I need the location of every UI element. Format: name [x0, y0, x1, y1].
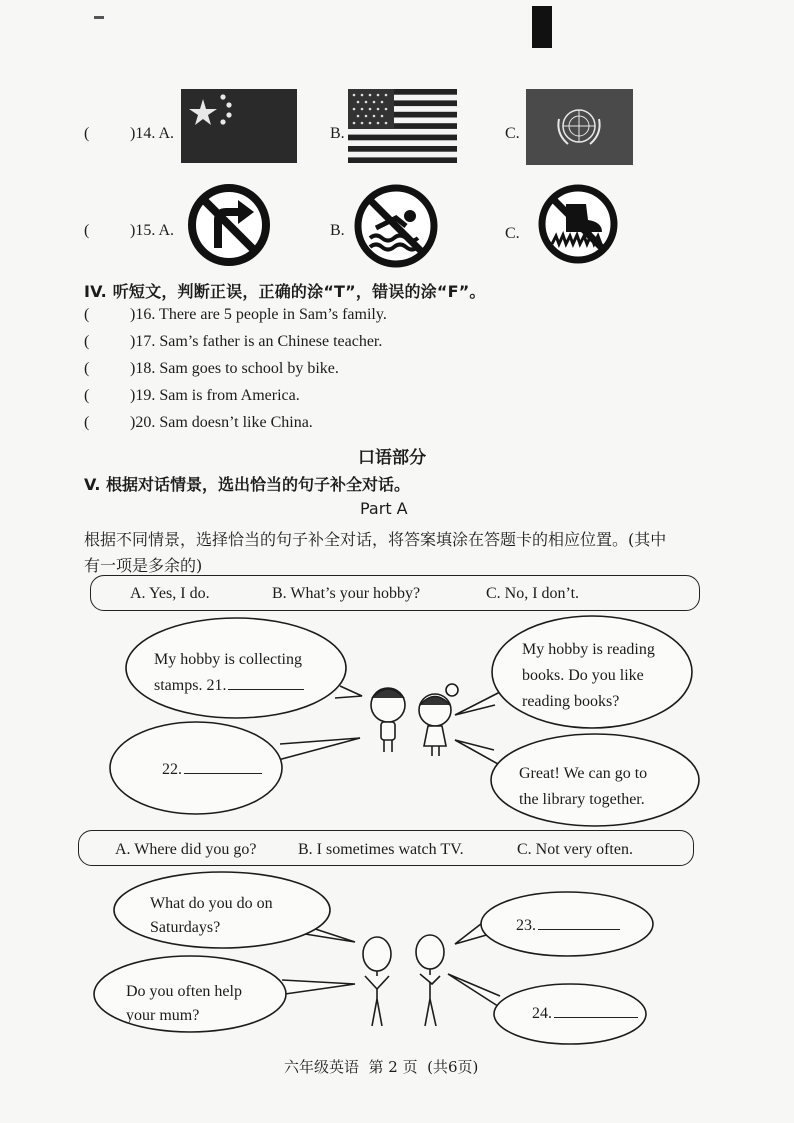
blank-21-label: stamps. 21. [154, 677, 227, 694]
girl-figure-2 [363, 937, 391, 1026]
scan-dash-mark [94, 16, 104, 19]
scene1-left-top-line2 [154, 674, 304, 698]
q19-paren: ( [84, 387, 90, 404]
q15-option-c: C. [505, 225, 520, 242]
section4-heading: IV. 听短文，判断正误，正确的涂“T”，错误的涂“F”。 [84, 282, 486, 301]
section5-heading: V. 根据对话情景，选出恰当的句子补全对话。 [84, 475, 410, 494]
q14-option-c: C. [505, 125, 520, 142]
no-right-turn-sign [186, 182, 272, 268]
box2-option-a: A. Where did you go? [115, 841, 257, 858]
usa-flag-image [348, 89, 457, 163]
un-flag-image [526, 89, 633, 165]
blank-23-line [538, 928, 620, 930]
q14-option-b: B. [330, 125, 345, 142]
girl-figure-1 [419, 684, 458, 756]
instruction-line-2: 有一项是多余的) [84, 556, 203, 575]
blank-22-line [184, 772, 262, 774]
scene2-left-top-line1: What do you do on [150, 895, 273, 912]
scene1-right-top-line3: reading books? [522, 693, 620, 710]
part-a-title: Part A [360, 499, 408, 518]
scene2-right-top [516, 914, 620, 938]
box1-option-b: B. What’s your hobby? [272, 585, 421, 602]
oral-section-title: 口语部分 [358, 448, 426, 468]
blank-21-line [228, 688, 304, 690]
boy-figure-2 [416, 935, 444, 1026]
box2-option-b: B. I sometimes watch TV. [298, 841, 464, 858]
q17-text: )17. Sam’s father is an Chinese teacher. [130, 333, 383, 350]
box2-option-c: C. Not very often. [517, 841, 633, 858]
q19-text: )19. Sam is from America. [130, 387, 300, 404]
q16-paren: ( [84, 306, 90, 323]
q16-text: )16. There are 5 people in Sam’s family. [130, 306, 387, 323]
page-footer: 六年级英语 第 2 页 (共6页) [284, 1058, 479, 1076]
q14-paren: ( [84, 125, 90, 142]
q18-paren: ( [84, 360, 90, 377]
q15-number: )15. A. [130, 222, 174, 239]
q20-text: )20. Sam doesn’t like China. [130, 414, 313, 431]
blank-22-label: 22. [162, 761, 182, 778]
no-swimming-sign [352, 182, 440, 270]
corner-registration-mark [532, 6, 552, 48]
boy-figure-1 [371, 688, 405, 752]
q17-paren: ( [84, 333, 90, 350]
scene2-speech-bubbles [0, 864, 794, 1054]
scene1-right-top-line1: My hobby is reading [522, 641, 655, 658]
box1-option-c: C. No, I don’t. [486, 585, 580, 602]
q14-number: )14. A. [130, 125, 174, 142]
scene1-right-top-line2: books. Do you like [522, 667, 644, 684]
box1-option-a: A. Yes, I do. [130, 585, 210, 602]
blank-23-label: 23. [516, 917, 536, 934]
scene1-right-bottom-line1: Great! We can go to [519, 765, 648, 782]
scene2-left-top-line2: Saturdays? [150, 919, 221, 936]
q18-text: )18. Sam goes to school by bike. [130, 360, 339, 377]
scene2-left-bottom-line1: Do you often help [126, 983, 242, 1000]
blank-24-line [554, 1016, 638, 1018]
scene1-speech-bubbles [0, 610, 794, 830]
q15-option-b: B. [330, 222, 345, 239]
china-flag-image [181, 89, 297, 163]
scene1-right-bottom-line2: the library together. [519, 791, 645, 808]
scene2-left-bottom-line2: your mum? [126, 1007, 200, 1024]
blank-24-label: 24. [532, 1005, 552, 1022]
scene1-left-bottom [162, 758, 262, 782]
q20-paren: ( [84, 414, 90, 431]
scene1-left-top-line1: My hobby is collecting [154, 651, 302, 668]
no-stepping-on-grass-sign [536, 182, 620, 266]
q15-paren: ( [84, 222, 90, 239]
scene2-right-bottom [532, 1002, 638, 1026]
instruction-line-1: 根据不同情景，选择恰当的句子补全对话，将答案填涂在答题卡的相应位置。(其中 [84, 530, 667, 549]
